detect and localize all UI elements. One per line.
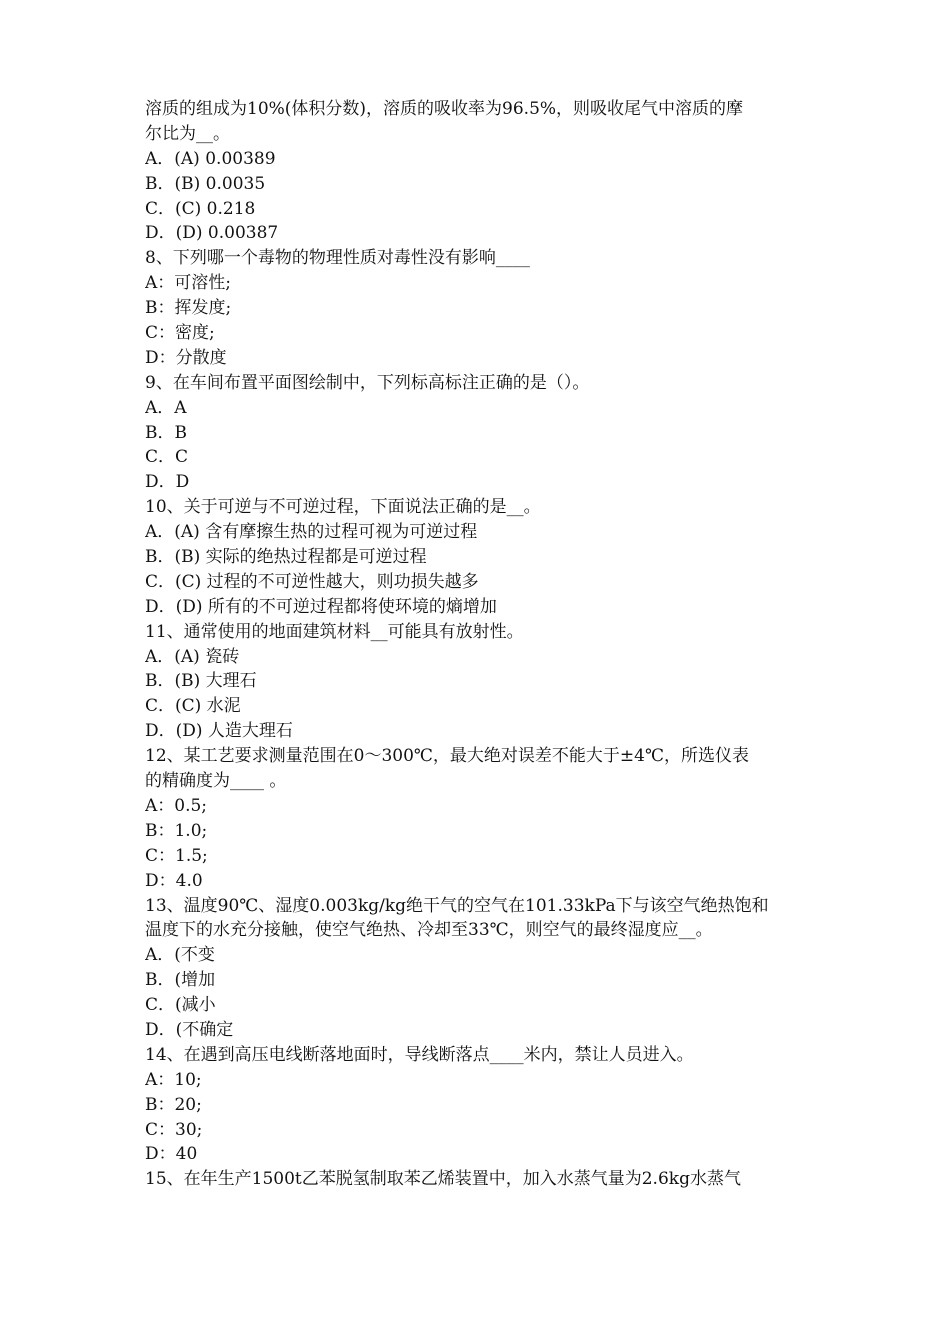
question-11: 11、通常使用的地面建筑材料__可能具有放射性。 xyxy=(145,621,524,642)
text-line: 溶质的组成为10%(体积分数)，溶质的吸收率为96.5%，则吸收尾气中溶质的摩 xyxy=(145,99,744,119)
question-8: 8、下列哪一个毒物的物理性质对毒性没有影响____ xyxy=(145,248,530,269)
question-13: 13、温度90℃、湿度0.003kg/kg绝干气的空气在101.33kPa下与该空气绝热饱和 xyxy=(145,895,769,916)
option-line: A．A xyxy=(145,397,187,418)
option-line: B．(B) 大理石 xyxy=(145,671,257,692)
option-line: A：可溶性; xyxy=(145,273,232,294)
option-line: A：0.5; xyxy=(145,795,208,816)
option-line: D：4.0 xyxy=(145,870,203,891)
option-line: C．(C) 水泥 xyxy=(145,696,241,717)
option-line: B．(B) 实际的绝热过程都是可逆过程 xyxy=(145,547,427,568)
option-line: C：1.5; xyxy=(145,845,208,866)
question-9: 9、在车间布置平面图绘制中，下列标高标注正确的是（）。 xyxy=(145,372,590,393)
option-line: B：1.0; xyxy=(145,820,208,841)
option-line: B．(增加 xyxy=(145,970,216,991)
text-line: 的精确度为____ 。 xyxy=(145,771,287,792)
option-line: D．(D) 0.00387 xyxy=(145,223,279,244)
document-body xyxy=(145,97,810,1192)
option-line: D．(D) 所有的不可逆过程都将使环境的熵增加 xyxy=(145,596,497,617)
option-line: C：30; xyxy=(145,1119,203,1140)
option-line: D．D xyxy=(145,472,190,493)
option-line: B：20; xyxy=(145,1094,202,1115)
option-line: A．(不变 xyxy=(145,945,215,966)
option-line: D：分散度 xyxy=(145,347,227,368)
option-line: A．(A) 瓷砖 xyxy=(145,646,240,667)
option-line: B．(B) 0.0035 xyxy=(145,173,266,194)
option-line: A．(A) 含有摩擦生热的过程可视为可逆过程 xyxy=(145,522,478,543)
question-14: 14、在遇到高压电线断落地面时，导线断落点____米内，禁让人员进入。 xyxy=(145,1044,694,1065)
option-line: C．(C) 0.218 xyxy=(145,198,256,219)
question-15: 15、在年生产1500t乙苯脱氢制取苯乙烯装置中，加入水蒸气量为2.6kg水蒸气 xyxy=(145,1169,741,1190)
option-line: D．(D) 人造大理石 xyxy=(145,721,293,742)
text-line: 温度下的水充分接触，使空气绝热、冷却至33℃，则空气的最终湿度应__。 xyxy=(145,920,713,941)
option-line: D．(不确定 xyxy=(145,1019,234,1040)
question-12: 12、某工艺要求测量范围在0～300℃，最大绝对误差不能大于±4℃，所选仪表 xyxy=(145,746,749,767)
option-line: C．(减小 xyxy=(145,995,216,1016)
text-line: 尔比为__。 xyxy=(145,123,230,144)
option-line: A：10; xyxy=(145,1069,202,1090)
option-line: C．(C) 过程的不可逆性越大，则功损失越多 xyxy=(145,571,479,592)
option-line: A．(A) 0.00389 xyxy=(145,148,276,169)
option-line: C：密度; xyxy=(145,323,215,344)
option-line: D：40 xyxy=(145,1144,198,1165)
option-line: B：挥发度; xyxy=(145,298,232,319)
option-line: B．B xyxy=(145,422,187,443)
question-10: 10、关于可逆与不可逆过程，下面说法正确的是__。 xyxy=(145,497,541,518)
option-line: C．C xyxy=(145,447,189,468)
